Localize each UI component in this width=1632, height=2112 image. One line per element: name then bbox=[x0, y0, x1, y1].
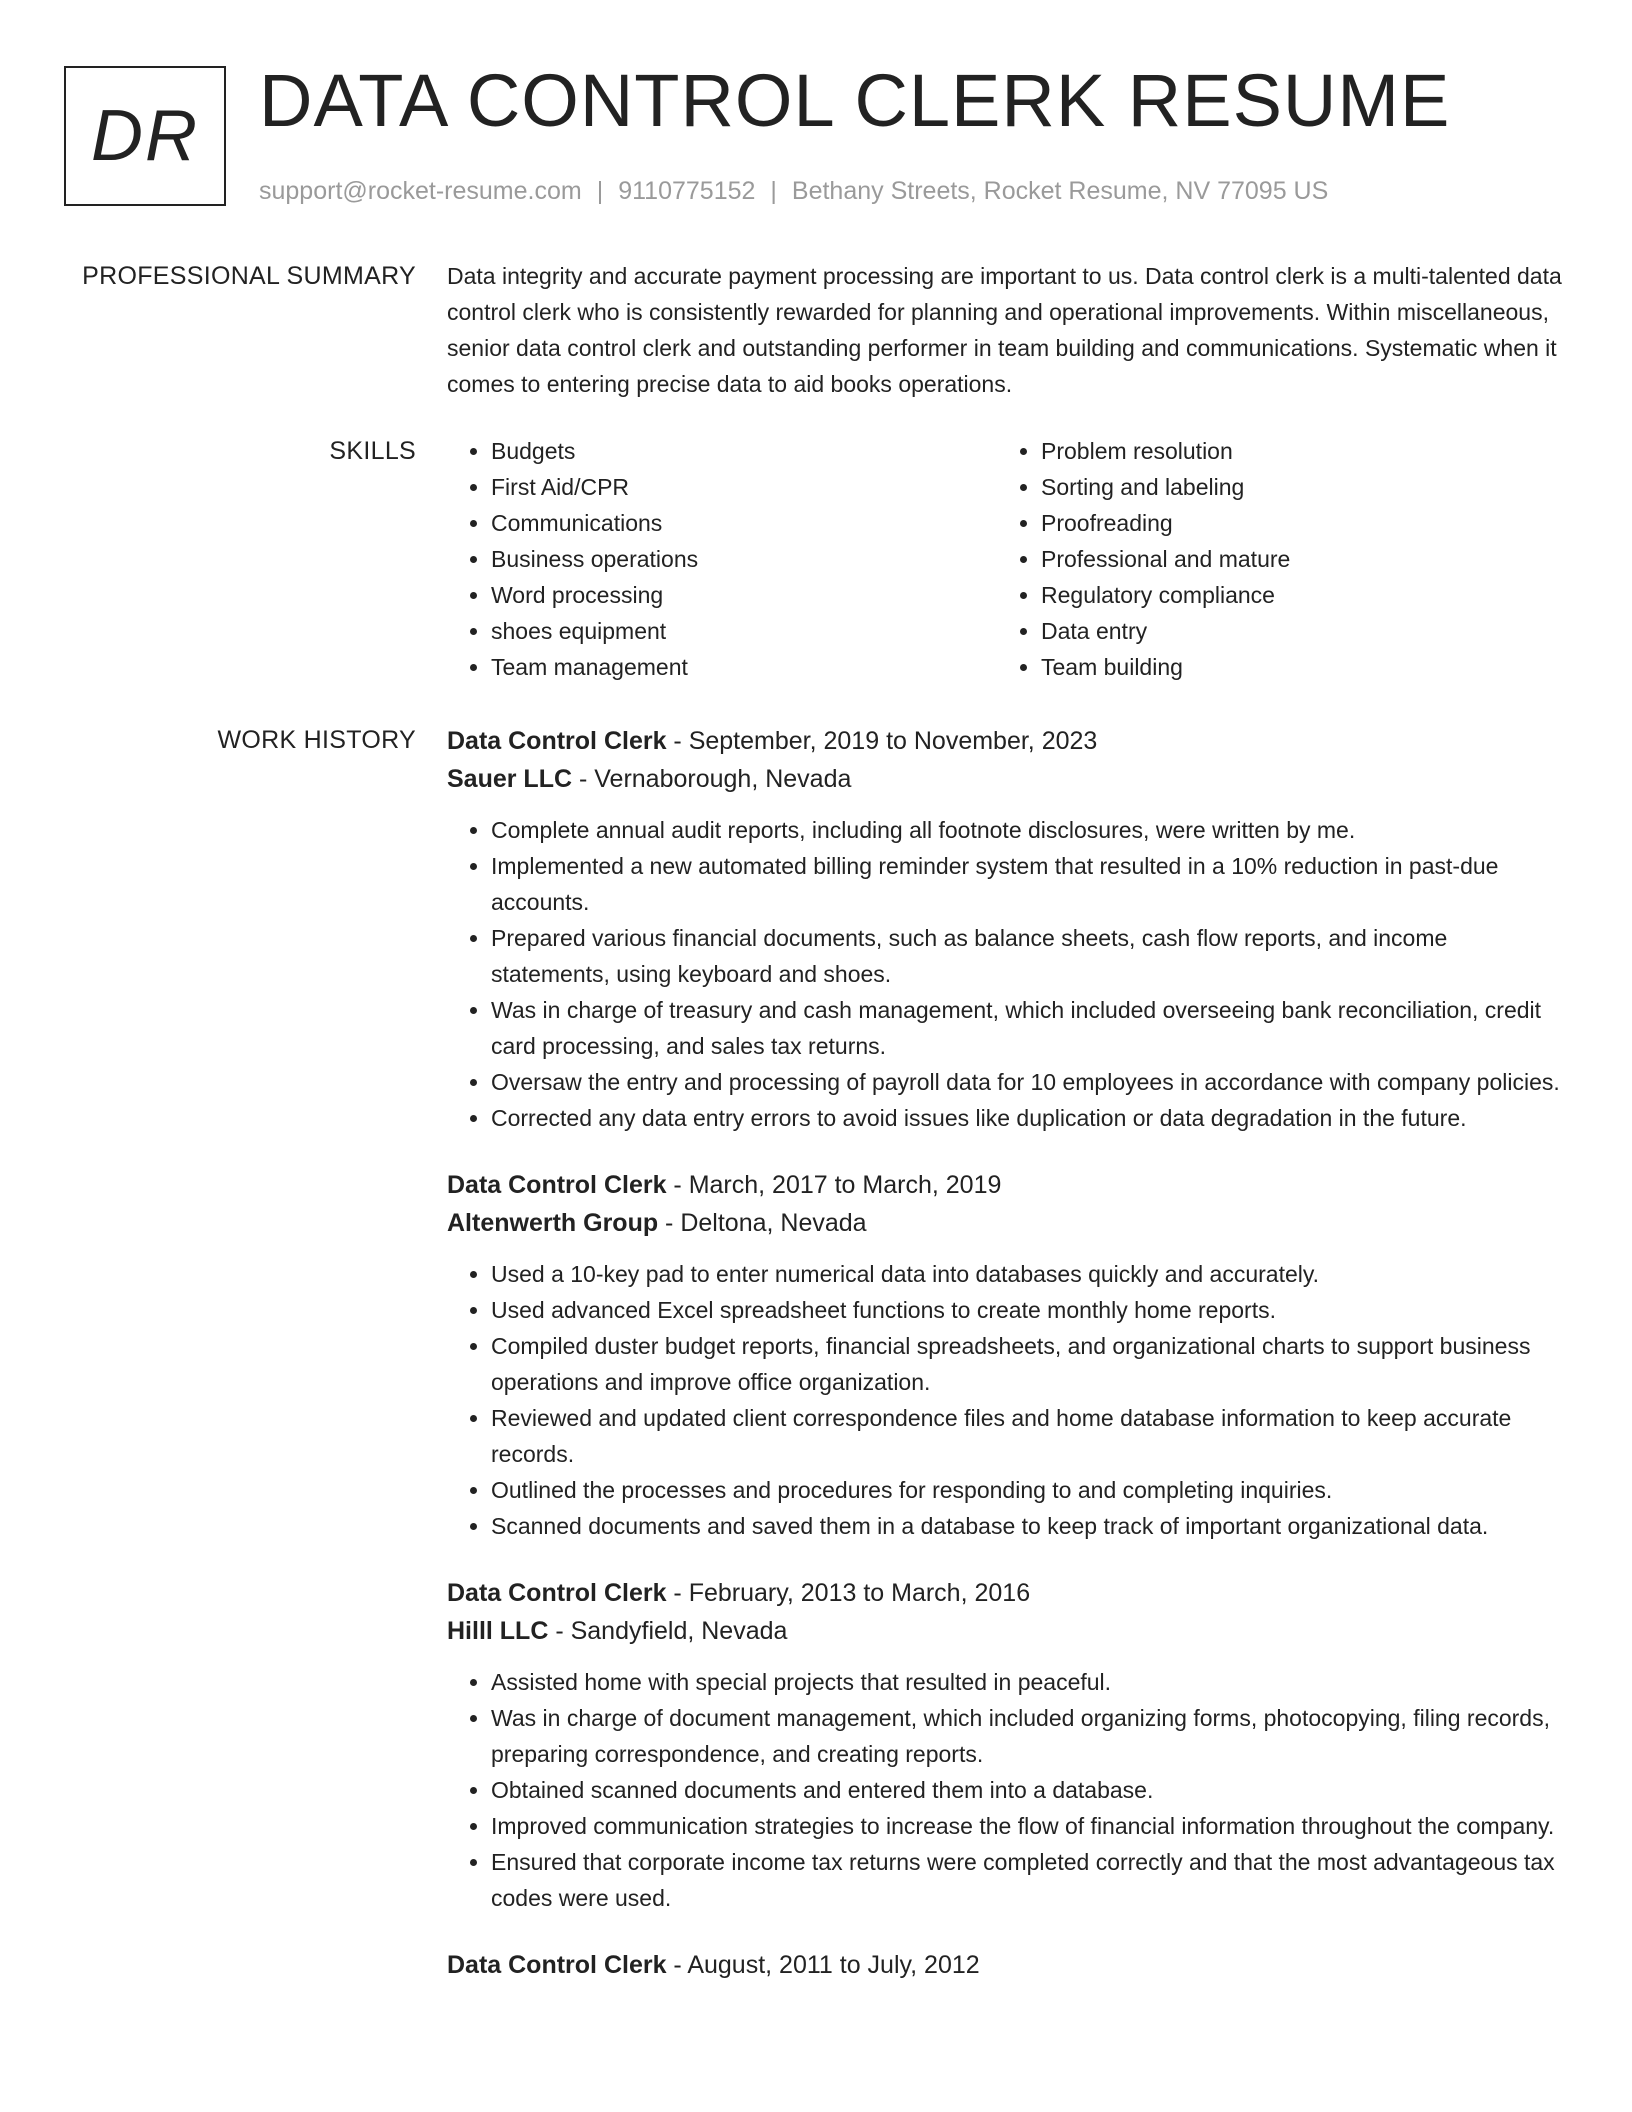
skills-list-left bbox=[447, 433, 997, 685]
job-location: - Sandyfield, Nevada bbox=[548, 1617, 788, 1645]
job-title: Data Control Clerk bbox=[447, 1951, 667, 1979]
job-bullet: • Assisted home with special projects that resulted in peaceful. bbox=[491, 1664, 1562, 1700]
job-bullet: • Prepared various financial documents, such as balance sheets, cash flow reports, and income statements, using keyboard and shoes. bbox=[491, 920, 1562, 992]
job-dates: - September, 2019 to November, 2023 bbox=[666, 727, 1098, 755]
job-title-line bbox=[447, 1946, 1562, 1984]
contact-email[interactable]: support@rocket-resume.com bbox=[259, 177, 582, 205]
skills-body bbox=[447, 433, 1562, 685]
skill-item: • Problem resolution bbox=[1041, 433, 1547, 469]
skills-list-right bbox=[997, 433, 1547, 685]
contact-separator: | bbox=[770, 177, 777, 205]
job-bullets bbox=[447, 1664, 1562, 1916]
summary-text: Data integrity and accurate payment processing are important to us. Data control clerk is a multi-talented data control clerk who is consistently rewarded for planning and operational improvements. Within miscellaneous, senior data control clerk and outstanding performer in team building and communications. Systematic when it comes to entering precise data to aid books operations. bbox=[447, 263, 1562, 397]
job-dates: - August, 2011 to July, 2012 bbox=[666, 1951, 980, 1979]
job-title-line bbox=[447, 1574, 1562, 1612]
job-bullets bbox=[447, 812, 1562, 1136]
skill-item: • Communications bbox=[491, 505, 997, 541]
page-title: DATA CONTROL CLERK RESUME bbox=[259, 59, 1451, 142]
skill-item: • Data entry bbox=[1041, 613, 1547, 649]
job-bullet: • Outlined the processes and procedures for responding to and completing inquiries. bbox=[491, 1472, 1562, 1508]
job-bullets bbox=[447, 1256, 1562, 1544]
job-company: Hilll LLC bbox=[447, 1617, 549, 1645]
job-bullet: • Reviewed and updated client correspondence files and home database information to keep accurate records. bbox=[491, 1400, 1562, 1472]
job-bullet: • Used advanced Excel spreadsheet functions to create monthly home reports. bbox=[491, 1292, 1562, 1328]
monogram: DR bbox=[64, 66, 226, 206]
skills-heading: SKILLS bbox=[329, 437, 416, 465]
job-title: Data Control Clerk bbox=[447, 1171, 667, 1199]
job-entry bbox=[447, 1166, 1562, 1544]
job-company-line bbox=[447, 760, 1562, 798]
job-entry bbox=[447, 722, 1562, 1136]
job-bullet: • Was in charge of treasury and cash management, which included overseeing bank reconciliation, credit card processing, and sales tax returns. bbox=[491, 992, 1562, 1064]
job-bullet: • Implemented a new automated billing reminder system that resulted in a 10% reduction in past-due accounts. bbox=[491, 848, 1562, 920]
contact-phone[interactable]: 9110775152 bbox=[618, 177, 756, 205]
job-bullet: • Improved communication strategies to increase the flow of financial information throughout the company. bbox=[491, 1808, 1562, 1844]
job-entry bbox=[447, 1574, 1562, 1916]
skill-item: • Team building bbox=[1041, 649, 1547, 685]
job-company: Sauer LLC bbox=[447, 765, 573, 793]
skill-item: • Business operations bbox=[491, 541, 997, 577]
skill-item: • Budgets bbox=[491, 433, 997, 469]
skill-item: • Word processing bbox=[491, 577, 997, 613]
contact-info bbox=[259, 174, 1328, 208]
work-history-body bbox=[447, 722, 1562, 2014]
job-bullet: • Compiled duster budget reports, financial spreadsheets, and organizational charts to support business operations and improve office organization. bbox=[491, 1328, 1562, 1400]
job-title-line bbox=[447, 722, 1562, 760]
skill-item: • Proofreading bbox=[1041, 505, 1547, 541]
job-company: Altenwerth Group bbox=[447, 1209, 659, 1237]
skill-item: • Regulatory compliance bbox=[1041, 577, 1547, 613]
job-bullet: • Oversaw the entry and processing of payroll data for 10 employees in accordance with company policies. bbox=[491, 1064, 1562, 1100]
job-bullet: • Complete annual audit reports, including all footnote disclosures, were written by me. bbox=[491, 812, 1562, 848]
skill-item: • First Aid/CPR bbox=[491, 469, 997, 505]
job-bullet: • Used a 10-key pad to enter numerical data into databases quickly and accurately. bbox=[491, 1256, 1562, 1292]
job-bullet: • Was in charge of document management, which included organizing forms, photocopying, filing records, preparing correspondence, and creating reports. bbox=[491, 1700, 1562, 1772]
job-title-line bbox=[447, 1166, 1562, 1204]
summary-body bbox=[447, 258, 1562, 402]
job-company-line bbox=[447, 1204, 1562, 1242]
contact-separator: | bbox=[596, 177, 604, 205]
skill-item: • Team management bbox=[491, 649, 997, 685]
job-dates: - March, 2017 to March, 2019 bbox=[666, 1171, 1002, 1199]
job-title: Data Control Clerk bbox=[447, 727, 667, 755]
job-bullet: • Corrected any data entry errors to avoid issues like duplication or data degradation in the future. bbox=[491, 1100, 1562, 1136]
job-bullet: • Obtained scanned documents and entered them into a database. bbox=[491, 1772, 1562, 1808]
job-location: - Deltona, Nevada bbox=[658, 1209, 867, 1237]
work-history-heading: WORK HISTORY bbox=[217, 726, 416, 754]
summary-heading: PROFESSIONAL SUMMARY bbox=[82, 262, 416, 290]
skill-item: • Sorting and labeling bbox=[1041, 469, 1547, 505]
contact-address: Bethany Streets, Rocket Resume, NV 77095 US bbox=[791, 177, 1329, 205]
skill-item: • shoes equipment bbox=[491, 613, 997, 649]
job-bullet: • Ensured that corporate income tax returns were completed correctly and that the most advantageous tax codes were used. bbox=[491, 1844, 1562, 1916]
job-bullet: • Scanned documents and saved them in a database to keep track of important organizational data. bbox=[491, 1508, 1562, 1544]
skill-item: • Professional and mature bbox=[1041, 541, 1547, 577]
job-title: Data Control Clerk bbox=[447, 1579, 667, 1607]
job-location: - Vernaborough, Nevada bbox=[572, 765, 852, 793]
job-company-line bbox=[447, 1612, 1562, 1650]
job-dates: - February, 2013 to March, 2016 bbox=[666, 1579, 1031, 1607]
job-entry bbox=[447, 1946, 1562, 1984]
